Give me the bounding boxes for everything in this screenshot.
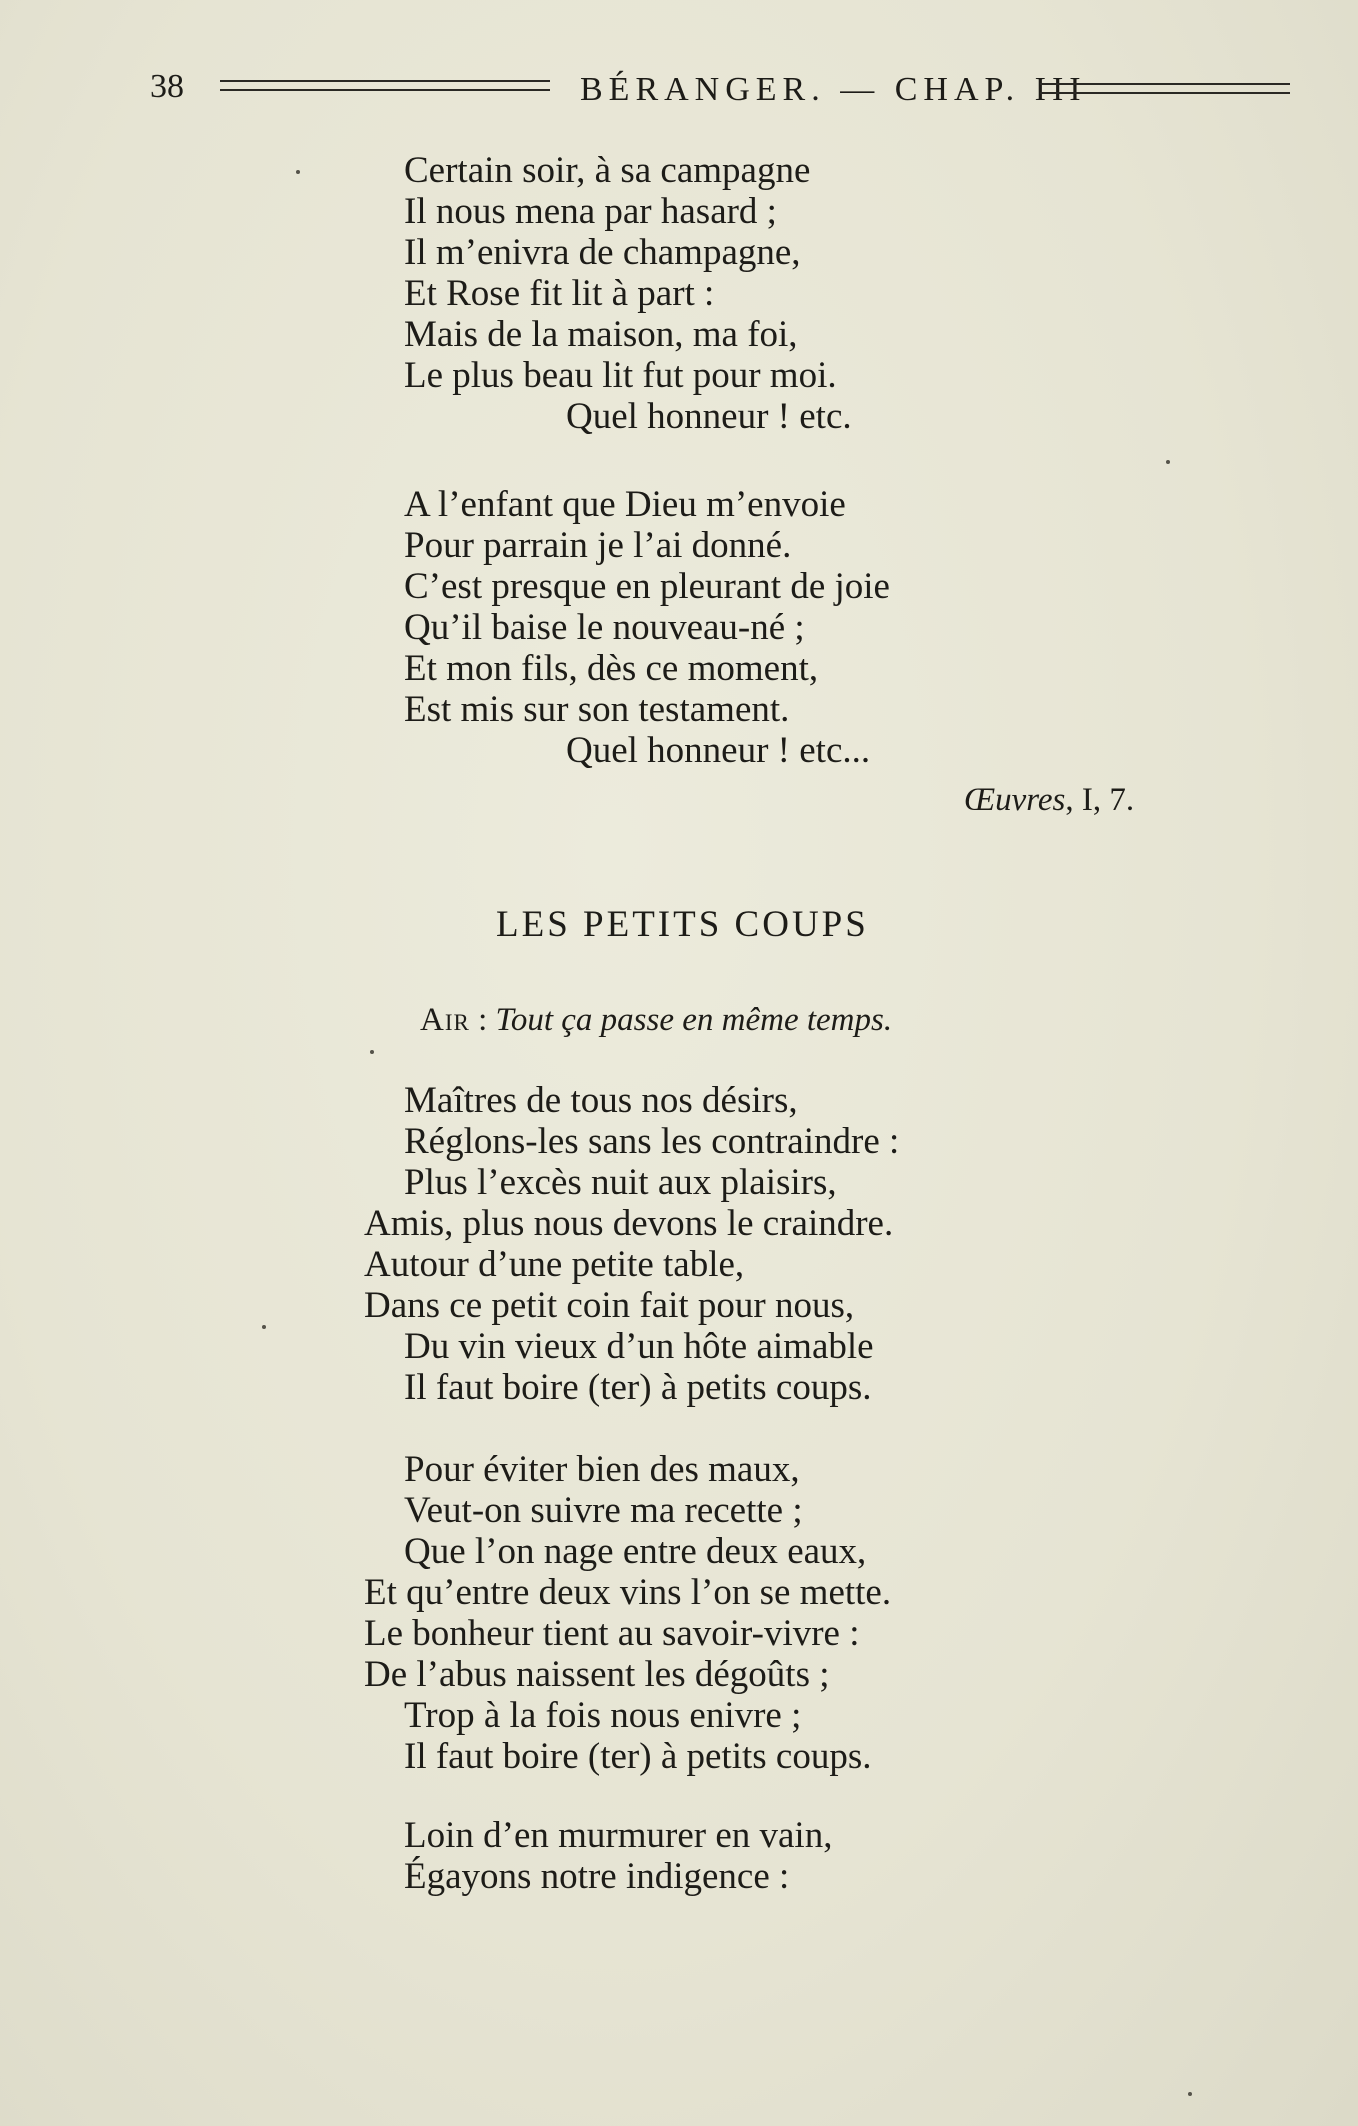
verse-line: Et qu’entre deux vins l’on se mette. [364, 1572, 892, 1613]
verse-line: Il faut boire (ter) à petits coups. [404, 1736, 872, 1777]
verse-line: Il faut boire (ter) à petits coups. [404, 1367, 872, 1408]
stanza-3 [364, 1080, 899, 1408]
stanza-4 [364, 1449, 891, 1777]
source-citation [964, 780, 1134, 820]
air-tune: Tout ça passe en même temps. [495, 1002, 893, 1038]
verse-line: Veut-on suivre ma recette ; [404, 1490, 803, 1531]
verse-line: Que l’on nage entre deux eaux, [404, 1531, 867, 1572]
verse-line: Pour éviter bien des maux, [404, 1449, 800, 1490]
paper-speck [1188, 2092, 1192, 2096]
verse-line: Plus l’excès nuit aux plaisirs, [404, 1162, 837, 1203]
verse-line: Réglons-les sans les contraindre : [404, 1121, 900, 1162]
verse-line: Il m’enivra de champagne, [404, 232, 801, 273]
verse-line: Et Rose fit lit à part : [404, 273, 715, 314]
verse-line: Qu’il baise le nouveau-né ; [404, 607, 805, 648]
poem-title: LES PETITS COUPS [496, 904, 869, 945]
page-header [150, 62, 1290, 112]
paper-speck [296, 170, 300, 174]
verse-line: Trop à la fois nous enivre ; [404, 1695, 802, 1736]
stanza-5 [364, 1815, 832, 1897]
paper-speck [262, 1325, 266, 1329]
air-line [420, 998, 892, 1042]
paper-speck [370, 1050, 374, 1054]
verse-line: De l’abus naissent les dégoûts ; [364, 1654, 830, 1695]
header-rule-right [1040, 83, 1290, 94]
verse-line: Autour d’une petite table, [364, 1244, 745, 1285]
verse-line: Pour parrain je l’ai donné. [404, 525, 792, 566]
verse-line: Amis, plus nous devons le craindre. [364, 1203, 894, 1244]
running-head: BÉRANGER. — CHAP. III [580, 71, 1087, 108]
verse-line: Maîtres de tous nos désirs, [404, 1080, 798, 1121]
stanza-2 [404, 484, 890, 771]
header-rule-left [220, 80, 550, 91]
refrain-line: Quel honneur ! etc... [566, 730, 871, 771]
verse-line: A l’enfant que Dieu m’envoie [404, 484, 846, 525]
verse-line: Il nous mena par hasard ; [404, 191, 777, 232]
refrain-line: Quel honneur ! etc. [566, 396, 852, 437]
verse-line: Du vin vieux d’un hôte aimable [404, 1326, 874, 1367]
verse-line: Loin d’en murmurer en vain, [404, 1815, 833, 1856]
stanza-1 [404, 150, 852, 437]
source-work: Œuvres [964, 782, 1066, 818]
air-separator: : [469, 1002, 496, 1038]
verse-line: Le bonheur tient au savoir-vivre : [364, 1613, 860, 1654]
verse-line: Est mis sur son testament. [404, 689, 790, 730]
verse-line: Mais de la maison, ma foi, [404, 314, 798, 355]
verse-line: Et mon fils, dès ce moment, [404, 648, 819, 689]
verse-line: Égayons notre indigence : [404, 1856, 790, 1897]
air-label: Air [420, 1002, 470, 1038]
source-ref: , I, 7. [1065, 782, 1135, 818]
verse-line: Le plus beau lit fut pour moi. [404, 355, 837, 396]
page-number: 38 [150, 68, 184, 105]
verse-line: Certain soir, à sa campagne [404, 150, 811, 191]
verse-line: Dans ce petit coin fait pour nous, [364, 1285, 855, 1326]
paper-speck [1166, 460, 1170, 464]
verse-line: C’est presque en pleurant de joie [404, 566, 890, 607]
